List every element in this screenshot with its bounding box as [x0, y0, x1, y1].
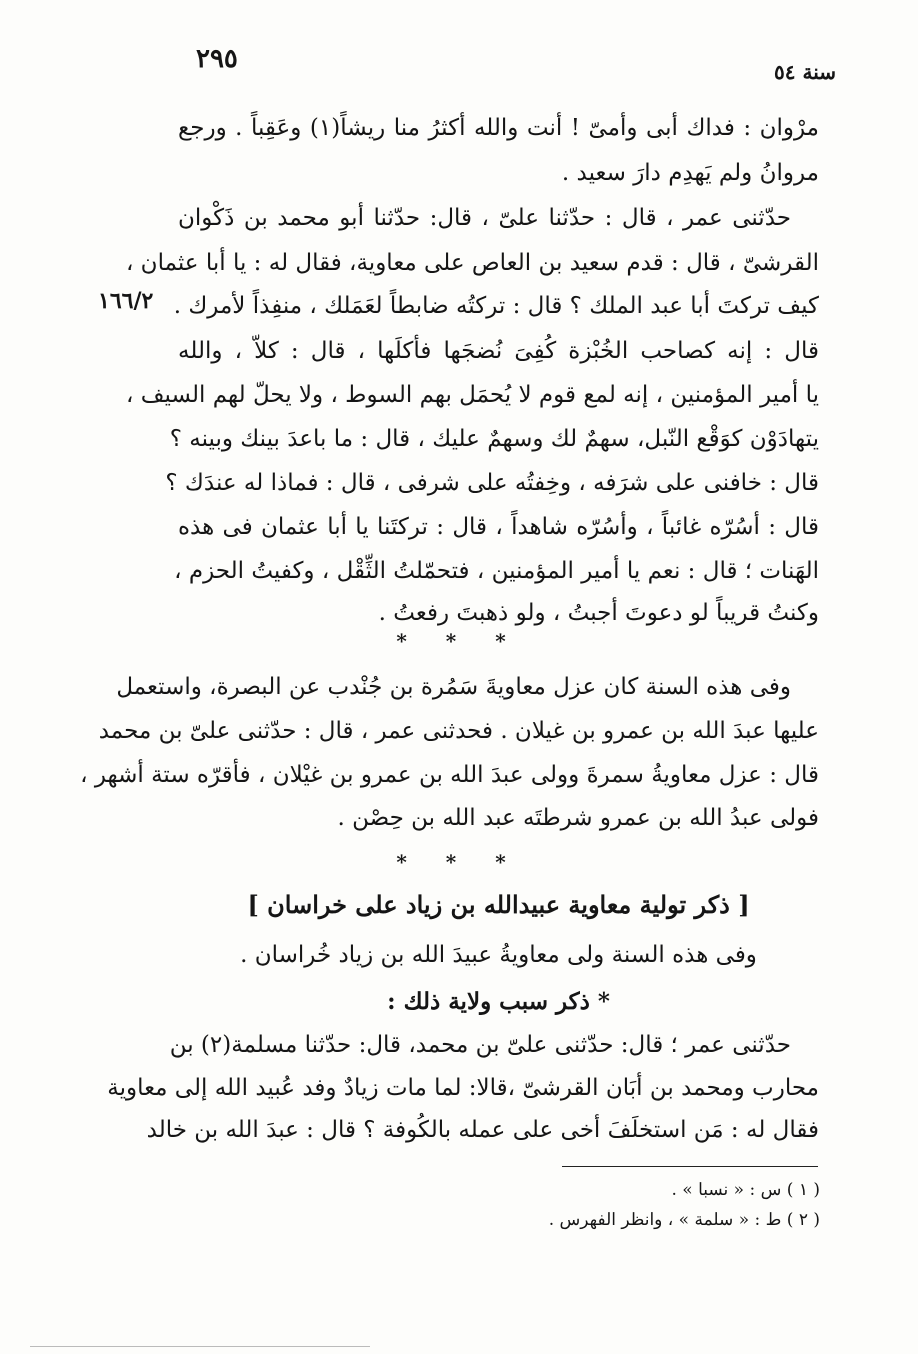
text-line: كيف تركتَ أبا عبد الملك ؟ قال : تركتُه ضابطاً لعَمَلك ، منفِذاً لأمرك .: [173, 293, 819, 319]
footnote-divider: [562, 1166, 818, 1167]
page-number: ٢٩٥: [196, 44, 238, 74]
text-line: مرْوان : فداك أبى وأمىّ ! أنت والله أكثرُ منا ريشاً(١) وعَقِباً . ورجع: [178, 115, 819, 141]
text-line: وكنتُ قريباً لو دعوتَ أجبتُ ، ولو ذهبتَ رفعتُ .: [378, 600, 819, 626]
text-line: مروانُ ولم يَهدِم دارَ سعيد .: [561, 160, 819, 186]
subheading: * ذكر سبب ولاية ذلك :: [387, 988, 610, 1015]
text-line: القرشىّ ، قال : قدم سعيد بن العاص على معاوية، فقال له : يا أبا عثمان ،: [125, 250, 819, 276]
page-edge-line: [30, 1346, 370, 1347]
section-divider-stars: * * *: [396, 850, 522, 874]
text-line: حدّثنى عمر ؛ قال: حدّثنى علىّ بن محمد، قال: حدّثنا مسلمة(٢) بن: [169, 1032, 791, 1058]
text-line: قال : خافنى على شرَفه ، وخِفتُه على شرفى ، قال : فماذا له عندَك ؟: [165, 470, 819, 496]
text-line: وفى هذه السنة كان عزل معاويةَ سَمُرة بن جُنْدب عن البصرة، واستعمل: [116, 674, 791, 700]
text-line: فقال له : مَن استخلَفَ أخى على عمله بالكُوفة ؟ قال : عبدَ الله بن خالد: [146, 1117, 819, 1143]
footnote: ( ١ ) س : « نسبا » .: [671, 1180, 820, 1200]
section-divider-stars: * * *: [396, 629, 522, 653]
text-line: قال : عزل معاويةُ سمرةَ وولى عبدَ الله بن عمرو بن غيْلان ، فأقرّه ستة أشهر ،: [80, 762, 819, 788]
section-heading: [ ذكر تولية معاوية عبيدالله بن زياد على خراسان ]: [247, 890, 750, 919]
text-line: الهَنات ؛ قال : نعم يا أمير المؤمنين ، فتحمّلتُ الثِّقْل ، وكفيتُ الحزم ،: [174, 558, 819, 584]
text-line: محارب ومحمد بن أبَان القرشىّ ،قالا: لما مات زيادٌ وفد عُبيد الله إلى معاوية: [107, 1075, 819, 1101]
text-line: فولى عبدُ الله بن عمرو شرطتَه عبد الله بن حِصْن .: [337, 805, 819, 831]
text-line: وفى هذه السنة ولى معاويةُ عبيدَ الله بن زياد خُراسان .: [240, 942, 757, 968]
text-line: قال : أسُرّه غائباً ، وأسُرّه شاهداً ، قال : تركتَنا يا أبا عثمان فى هذه: [178, 514, 819, 540]
running-head-year: سنة ٥٤: [774, 60, 836, 84]
text-line: قال : إنه كصاحب الخُبْزة كُفِىَ نُضجَها فأكلَها ، قال : كلاّ ، والله: [178, 338, 819, 364]
text-line: يا أمير المؤمنين ، إنه لمع قوم لا يُحمَل بهم السوط ، ولا يحلّ لهم السيف ،: [126, 382, 819, 408]
text-line: عليها عبدَ الله بن عمرو بن غيلان . فحدثنى عمر ، قال : حدّثنى علىّ بن محمد: [98, 718, 819, 744]
footnote: ( ٢ ) ط : « سلمة » ، وانظر الفهرس .: [548, 1210, 820, 1230]
margin-reference: ١٦٦/٢: [98, 288, 154, 314]
text-line: يتهادَوْن كوَقْع النّبل، سهمٌ لك وسهمٌ عليك ، قال : ما باعدَ بينك وبينه ؟: [169, 426, 819, 452]
text-line: حدّثنى عمر ، قال : حدّثنا علىّ ، قال: حدّثنا أبو محمد بن ذَكْوان: [178, 205, 791, 231]
